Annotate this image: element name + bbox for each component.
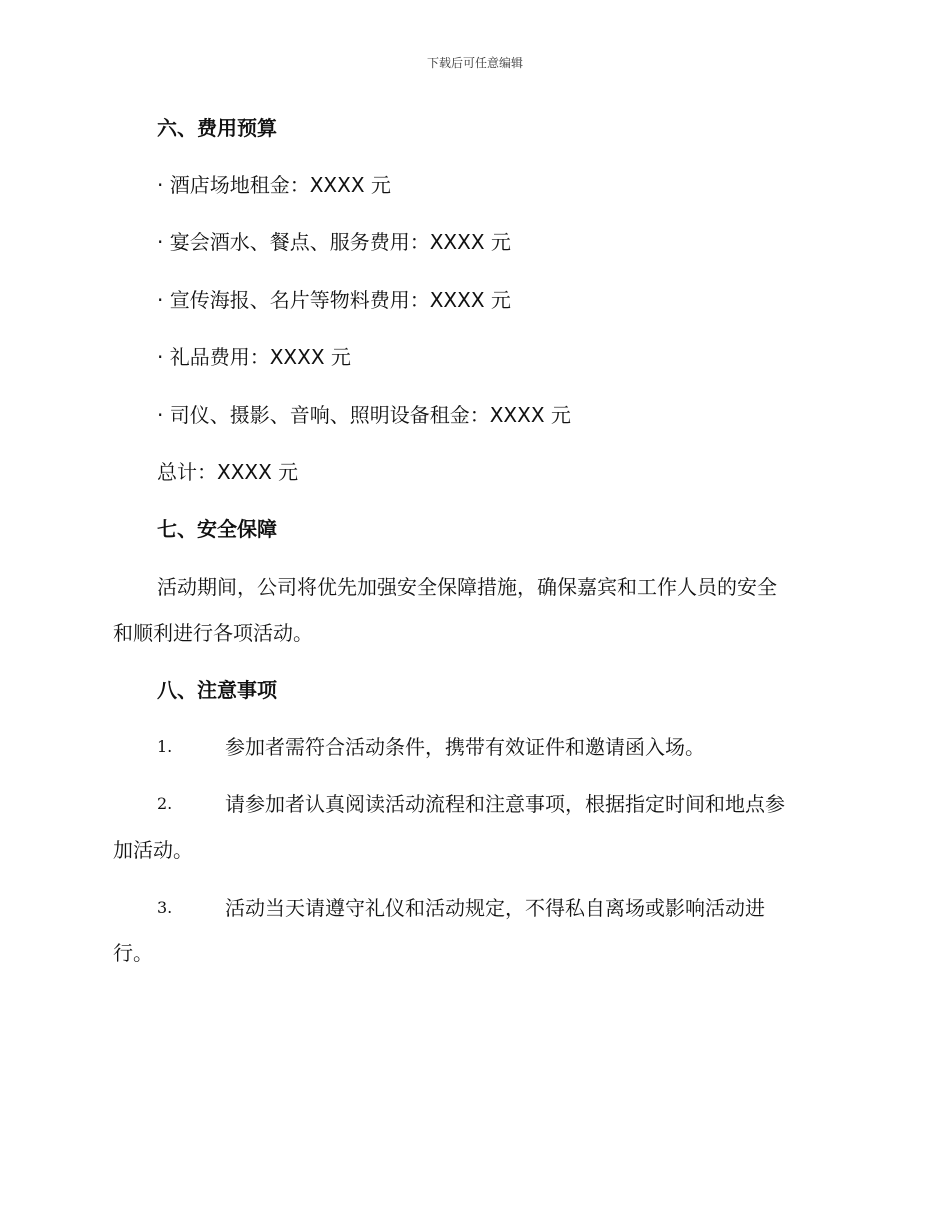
header-note: 下载后可任意编辑	[426, 56, 523, 70]
note-number: 3.	[157, 898, 173, 917]
note-text-line-1: 参加者需符合活动条件，携带有效证件和邀请函入场。	[225, 735, 705, 759]
budget-item: · 酒店场地租金：XXXX 元	[157, 173, 391, 197]
section-heading-notes: 八、注意事项	[157, 678, 277, 702]
section-heading-safety: 七、安全保障	[157, 517, 277, 541]
note-text-line-2: 行。	[113, 941, 153, 965]
safety-paragraph-line-2: 和顺利进行各项活动。	[113, 621, 313, 645]
note-text-line-1: 活动当天请遵守礼仪和活动规定，不得私自离场或影响活动进	[225, 896, 765, 920]
budget-item: · 宣传海报、名片等物料费用：XXXX 元	[157, 288, 511, 312]
note-text-line-1: 请参加者认真阅读活动流程和注意事项，根据指定时间和地点参	[225, 792, 785, 816]
safety-paragraph-line-1: 活动期间，公司将优先加强安全保障措施，确保嘉宾和工作人员的安全	[157, 575, 777, 599]
budget-item: · 宴会酒水、餐点、服务费用：XXXX 元	[157, 230, 511, 254]
budget-item: · 礼品费用：XXXX 元	[157, 345, 351, 369]
note-number: 1.	[157, 737, 173, 756]
section-heading-budget: 六、费用预算	[157, 116, 277, 140]
note-number: 2.	[157, 794, 173, 813]
note-text-line-2: 加活动。	[113, 838, 193, 862]
budget-item: · 司仪、摄影、音响、照明设备租金：XXXX 元	[157, 403, 571, 427]
budget-total: 总计：XXXX 元	[157, 460, 299, 484]
